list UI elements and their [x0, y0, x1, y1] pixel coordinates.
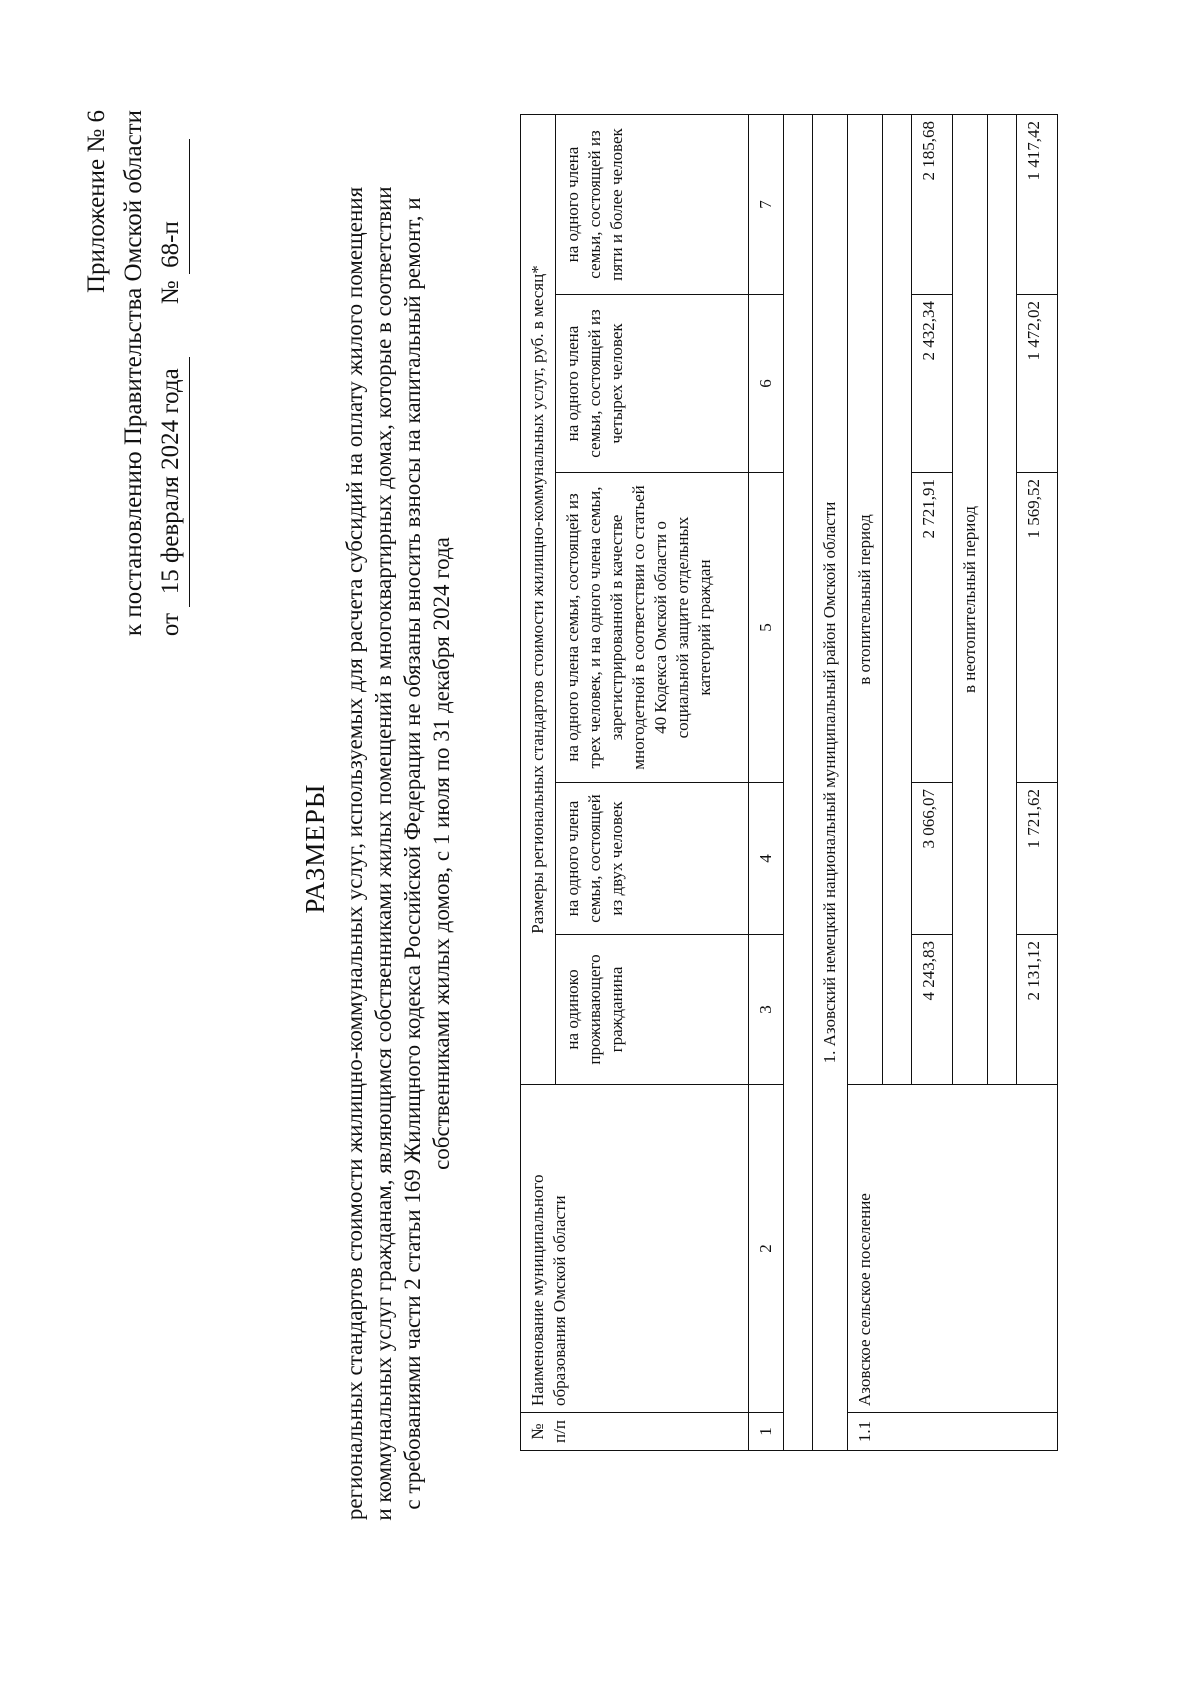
decree-date: 15 февраля 2024 года: [157, 368, 184, 595]
decree-number: 68-п: [157, 221, 184, 268]
value-cell: 2 432,34: [912, 295, 953, 473]
section-title: 1. Азовский немецкий национальный муниципальный район Омской области: [813, 115, 848, 1451]
section-row: [813, 115, 848, 1451]
value-cell: 2 131,12: [1017, 935, 1058, 1085]
period-label-heating: в отопительный период: [848, 115, 883, 1085]
row-name: Азовское сельское поселение: [848, 1085, 1058, 1413]
column-number: 7: [749, 115, 784, 295]
header-col-5: на одного члена семьи, состоящей из трех человек, и на одного члена семьи, зарегистрированной в качестве многодетной в соответствии со статьей 40 Кодекса Омской области о социальной защите отдельных категорий граждан: [556, 473, 749, 783]
decree-date-line: [152, 110, 190, 636]
value-cell: 1 472,02: [1017, 295, 1058, 473]
header-col-4: на одного члена семьи, состоящей из двух человек: [556, 783, 749, 935]
header-name: Наименование муниципального образования Омской области: [521, 1085, 749, 1413]
column-number: 5: [749, 473, 784, 783]
document-title: РАЗМЕРЫ: [300, 783, 330, 914]
header-group: Размеры региональных стандартов стоимости жилищно-коммунальных услуг, руб. в месяц*: [521, 115, 556, 1085]
header-col-6: на одного члена семьи, состоящей из четырех человек: [556, 295, 749, 473]
column-number: 1: [749, 1413, 784, 1451]
header-col-3: на одиноко проживающего гражданина: [556, 935, 749, 1085]
number-label: №: [157, 280, 184, 305]
annex-number: Приложение № 6: [83, 110, 110, 294]
table-header-row: [521, 115, 556, 1451]
column-number: 4: [749, 783, 784, 935]
table-row: [848, 115, 883, 1451]
column-number: 6: [749, 295, 784, 473]
header-no: № п/п: [521, 1413, 749, 1451]
standards-table: [520, 114, 1058, 1451]
document-header: [78, 110, 190, 636]
column-number: 3: [749, 935, 784, 1085]
row-number: 1.1: [848, 1413, 1058, 1451]
from-label: от: [157, 612, 184, 637]
spacer-row: [784, 115, 813, 1451]
column-number-row: [749, 115, 784, 1451]
period-label-nonheating: в неотопительный период: [953, 115, 988, 1085]
value-cell: 1 569,52: [1017, 473, 1058, 783]
value-cell: 1 721,62: [1017, 783, 1058, 935]
column-number: 2: [749, 1085, 784, 1413]
document-subtitle: региональных стандартов стоимости жилищно-коммунальных услуг, используемых для расчета субсидий на оплату жилого помещения и коммунальных услуг гражданам, являющимся собственниками жилых помещений в многоквартирных домах, которые в соответствии с требованиями части 2 статьи 169 Жилищного кодекса Российской Федерации не обязаны вносить взносы на капитальный ремонт, и собственниками жилых домов, с 1 июля по 31 декабря 2024 года: [342, 186, 454, 1521]
decree-reference: к постановлению Правительства Омской области: [120, 110, 147, 637]
value-cell: 4 243,83: [912, 935, 953, 1085]
value-cell: 1 417,42: [1017, 115, 1058, 295]
header-col-7: на одного члена семьи, состоящей из пяти и более человек: [556, 115, 749, 295]
value-cell: 2 185,68: [912, 115, 953, 295]
value-cell: 2 721,91: [912, 473, 953, 783]
value-cell: 3 066,07: [912, 783, 953, 935]
